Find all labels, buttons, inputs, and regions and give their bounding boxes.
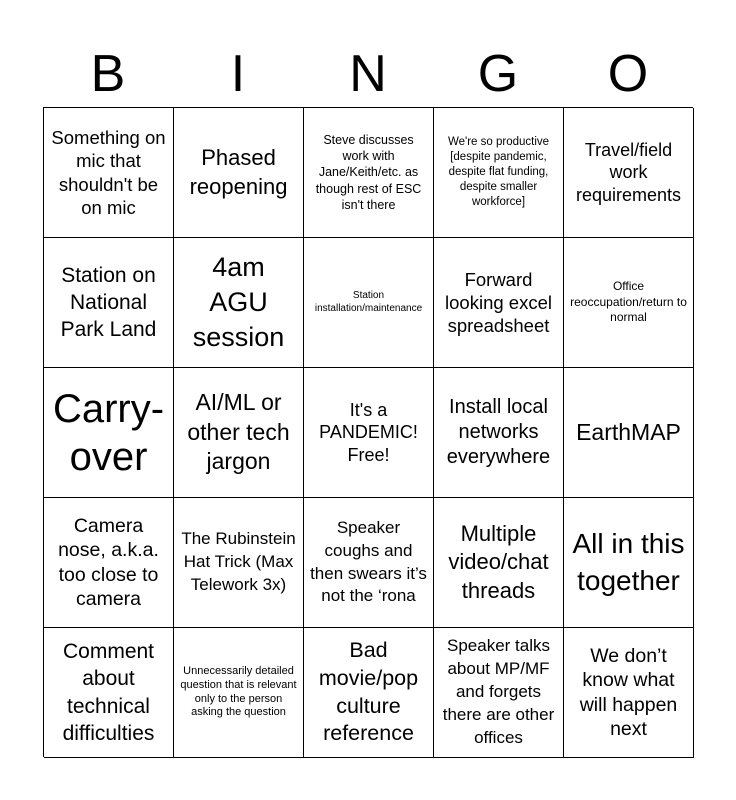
bingo-cell[interactable] xyxy=(44,498,174,628)
bingo-cell[interactable] xyxy=(434,238,564,368)
cell-text: Speaker talks about MP/MF and forgets there are other offices xyxy=(442,636,555,747)
bingo-cell[interactable] xyxy=(564,238,694,368)
bingo-cell[interactable] xyxy=(304,108,434,238)
cell-text: We don’t know what will happen next xyxy=(579,644,678,740)
header-letter-b: B xyxy=(90,45,126,103)
bingo-board xyxy=(43,107,693,757)
cell-text: Forward looking excel spreadsheet xyxy=(445,268,552,337)
cell-text: Bad movie/pop culture reference xyxy=(318,637,419,746)
bingo-cell[interactable] xyxy=(174,368,304,498)
bingo-cell[interactable] xyxy=(304,368,434,498)
cell-text: All in this together xyxy=(572,528,685,596)
cell-text: EarthMAP xyxy=(576,418,681,445)
bingo-cell[interactable] xyxy=(174,498,304,628)
bingo-header xyxy=(43,40,693,108)
bingo-cell[interactable] xyxy=(44,368,174,498)
bingo-cell[interactable] xyxy=(174,238,304,368)
bingo-cell[interactable] xyxy=(44,628,174,758)
bingo-cell[interactable] xyxy=(564,368,694,498)
bingo-cell[interactable] xyxy=(304,498,434,628)
bingo-cell[interactable] xyxy=(434,368,564,498)
bingo-cell[interactable] xyxy=(564,498,694,628)
header-letter-g: G xyxy=(477,45,519,103)
cell-text: Travel/field work requirements xyxy=(575,139,682,205)
cell-text: Office reoccupation/return to normal xyxy=(570,279,687,325)
bingo-cell[interactable] xyxy=(174,108,304,238)
cell-text: Install local networks everywhere xyxy=(446,396,551,468)
bingo-cell[interactable] xyxy=(304,238,434,368)
cell-text: Station installation/maintenance xyxy=(314,290,423,314)
bingo-cell[interactable] xyxy=(434,628,564,758)
cell-text: We're so productive [despite pandemic, despite flat funding, despite smaller workforce] xyxy=(447,136,550,208)
cell-text: Steve discusses work with Jane/Keith/etc. as though rest of ESC isn't there xyxy=(315,132,422,212)
cell-text: Carry-over xyxy=(52,386,165,479)
bingo-cell[interactable] xyxy=(44,108,174,238)
cell-text: Comment about technical difficulties xyxy=(62,639,155,745)
bingo-cell[interactable] xyxy=(44,238,174,368)
bingo-cell[interactable] xyxy=(434,108,564,238)
bingo-cell[interactable] xyxy=(564,108,694,238)
cell-text: Multiple video/chat threads xyxy=(448,520,549,603)
cell-text: It's a PANDEMIC! Free! xyxy=(319,399,418,465)
header-letter-n: N xyxy=(349,45,387,103)
cell-text: Something on mic that shouldn't be on mic xyxy=(51,127,166,218)
cell-text: Speaker coughs and then swears it’s not the ‘rona xyxy=(310,517,427,606)
cell-text: Unnecessarily detailed question that is relevant only to the person asking the question xyxy=(180,665,297,719)
cell-text: Station on National Park Land xyxy=(60,263,157,342)
bingo-cell[interactable] xyxy=(174,628,304,758)
cell-text: The Rubinstein Hat Trick (Max Telework 3x) xyxy=(181,529,296,594)
cell-text: Camera nose, a.k.a. too close to camera xyxy=(58,514,159,610)
cell-text: Phased reopening xyxy=(189,144,288,199)
header-letter-i: I xyxy=(230,45,246,103)
cell-text: AI/ML or other tech jargon xyxy=(187,388,290,475)
bingo-cell[interactable] xyxy=(564,628,694,758)
cell-text: 4am AGU session xyxy=(192,251,285,353)
bingo-cell[interactable] xyxy=(304,628,434,758)
header-letter-o: O xyxy=(607,45,649,103)
bingo-cell[interactable] xyxy=(434,498,564,628)
